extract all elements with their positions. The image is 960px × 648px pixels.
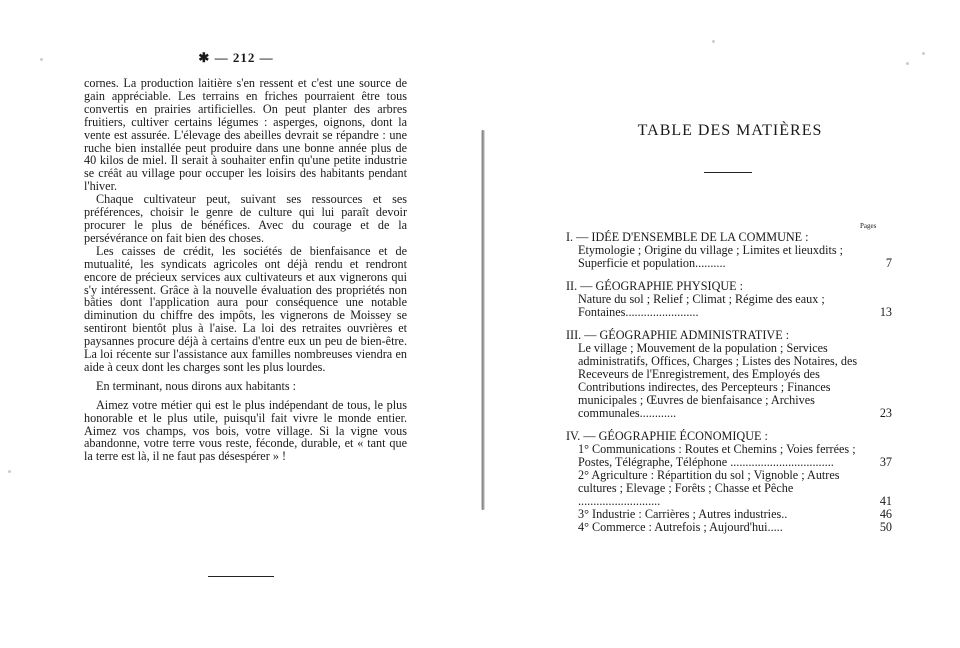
- toc-entry: [578, 244, 892, 270]
- entry-text: 2° Agriculture : Répartition du sol ; Vignoble ; Autres cultures ; Elevage ; Forêts ; Chasse et Pêche ...........................: [578, 468, 840, 508]
- entry-text: 1° Communications : Routes et Chemins ; Voies ferrées ; Postes, Télégraphe, Téléphone ..................................: [578, 442, 856, 469]
- toc-entry: [578, 469, 892, 508]
- entry-page: 50: [879, 520, 892, 534]
- entry-text: Nature du sol ; Relief ; Climat ; Régime des eaux ; Fontaines........................: [578, 292, 825, 319]
- entry-text: Le village ; Mouvement de la population ; Services administratifs, Offices, Charges ; Listes des Notaires, des Receveurs de l'Enregistrement, des Employés des Contributions indirectes, des Percepteurs ; Finances municipales ; Œuvres de bienfaisance ; Archives communales............: [578, 341, 858, 420]
- entry-text: Etymologie ; Origine du village ; Limites et lieuxdits ; Superficie et population..........: [578, 243, 844, 270]
- entry-page: 41: [879, 494, 892, 508]
- entry-page: 23: [879, 406, 892, 420]
- speck: [712, 40, 715, 43]
- pages-column-label: Pages: [860, 222, 877, 230]
- paragraph: Chaque cultivateur peut, suivant ses ressources et ses préférences, choisir le genre de culture qui lui paraît devoir procurer le plus de bénéfices. Avec du courage et de la persévérance on fait bien des choses.: [84, 192, 407, 245]
- speck: [922, 52, 925, 55]
- entry-page: 37: [879, 455, 892, 469]
- entry-page: 7: [885, 256, 892, 270]
- entry-page: 46: [879, 507, 892, 521]
- toc-section: [566, 329, 892, 420]
- section-heading: IV. — GÉOGRAPHIE ÉCONOMIQUE :: [566, 429, 768, 443]
- section-heading: II. — GÉOGRAPHIE PHYSIQUE :: [566, 279, 744, 293]
- paragraph: cornes. La production laitière s'en ressent et c'est une source de gain appréciable. Les terrains en friches pourraient être tous convertis en prairies artificielles. On peut planter des arbres fruitiers, cultiver certains légumes : asperges, oignons, dont la vente est assurée. L'élevage des abeilles devrait se répandre : une ruche bien installée peut produire dans une bonne année plus de 40 kilos de miel. Il serait à souhaiter enfin qu'une petite industrie se créât au village pour occuper les loisirs des habitants pendant l'hiver.: [84, 76, 407, 194]
- paragraph: Les caisses de crédit, les sociétés de bienfaisance et de mutualité, les syndicats agricoles ont déjà rendu et rendront encore de précieux services aux cultivateurs et aux vignerons qui s'y intéressent. Grâce à la nouvelle évaluation des propriétés non bâties dont l'application aura pour conséquence une notable diminution du chiffre des impôts, les vignerons de Moissey se sentiront bientôt plus à l'aise. La loi des retraites ouvrières et paysannes procure déjà à certains d'entre eux un peu de bien-être. La loi récente sur l'assistance aux familles nombreuses viendra en aide à ceux dont les charges sont les plus lourdes.: [84, 243, 407, 374]
- paragraph: En terminant, nous dirons aux habitants :: [96, 378, 297, 393]
- body-text: [84, 77, 407, 463]
- entry-text: 4° Commerce : Autrefois ; Aujourd'hui.....: [578, 520, 783, 534]
- table-of-contents: [566, 231, 892, 544]
- toc-entry: [578, 293, 892, 319]
- speck: [906, 62, 909, 65]
- toc-title: TABLE DES MATIÈRES: [637, 122, 823, 139]
- toc-entry: [578, 521, 892, 534]
- toc-section: [566, 231, 892, 270]
- section-heading: I. — IDÉE D'ENSEMBLE DE LA COMMUNE :: [566, 230, 809, 244]
- page-number: ✱ — 212 —: [198, 50, 274, 65]
- entry-page: 13: [879, 305, 892, 319]
- toc-entry: [578, 443, 892, 469]
- entry-text: 3° Industrie : Carrières ; Autres industries..: [578, 507, 788, 521]
- toc-section: [566, 430, 892, 534]
- speck: [40, 58, 43, 61]
- toc-section: [566, 280, 892, 319]
- paragraph: Aimez votre métier qui est le plus indépendant de tous, le plus honorable et le plus utile, puisqu'il fait vivre le monde entier. Aimez vos champs, vos bois, votre village. Si la vigne vous abandonne, votre terre vous reste, féconde, durable, et « tant que la terre est là, il ne faut pas désespérer » !: [84, 397, 407, 464]
- end-rule: [208, 576, 274, 577]
- title-rule: [704, 172, 752, 173]
- section-heading: III. — GÉOGRAPHIE ADMINISTRATIVE :: [566, 328, 790, 342]
- toc-entry: [578, 342, 892, 420]
- speck: [8, 470, 11, 473]
